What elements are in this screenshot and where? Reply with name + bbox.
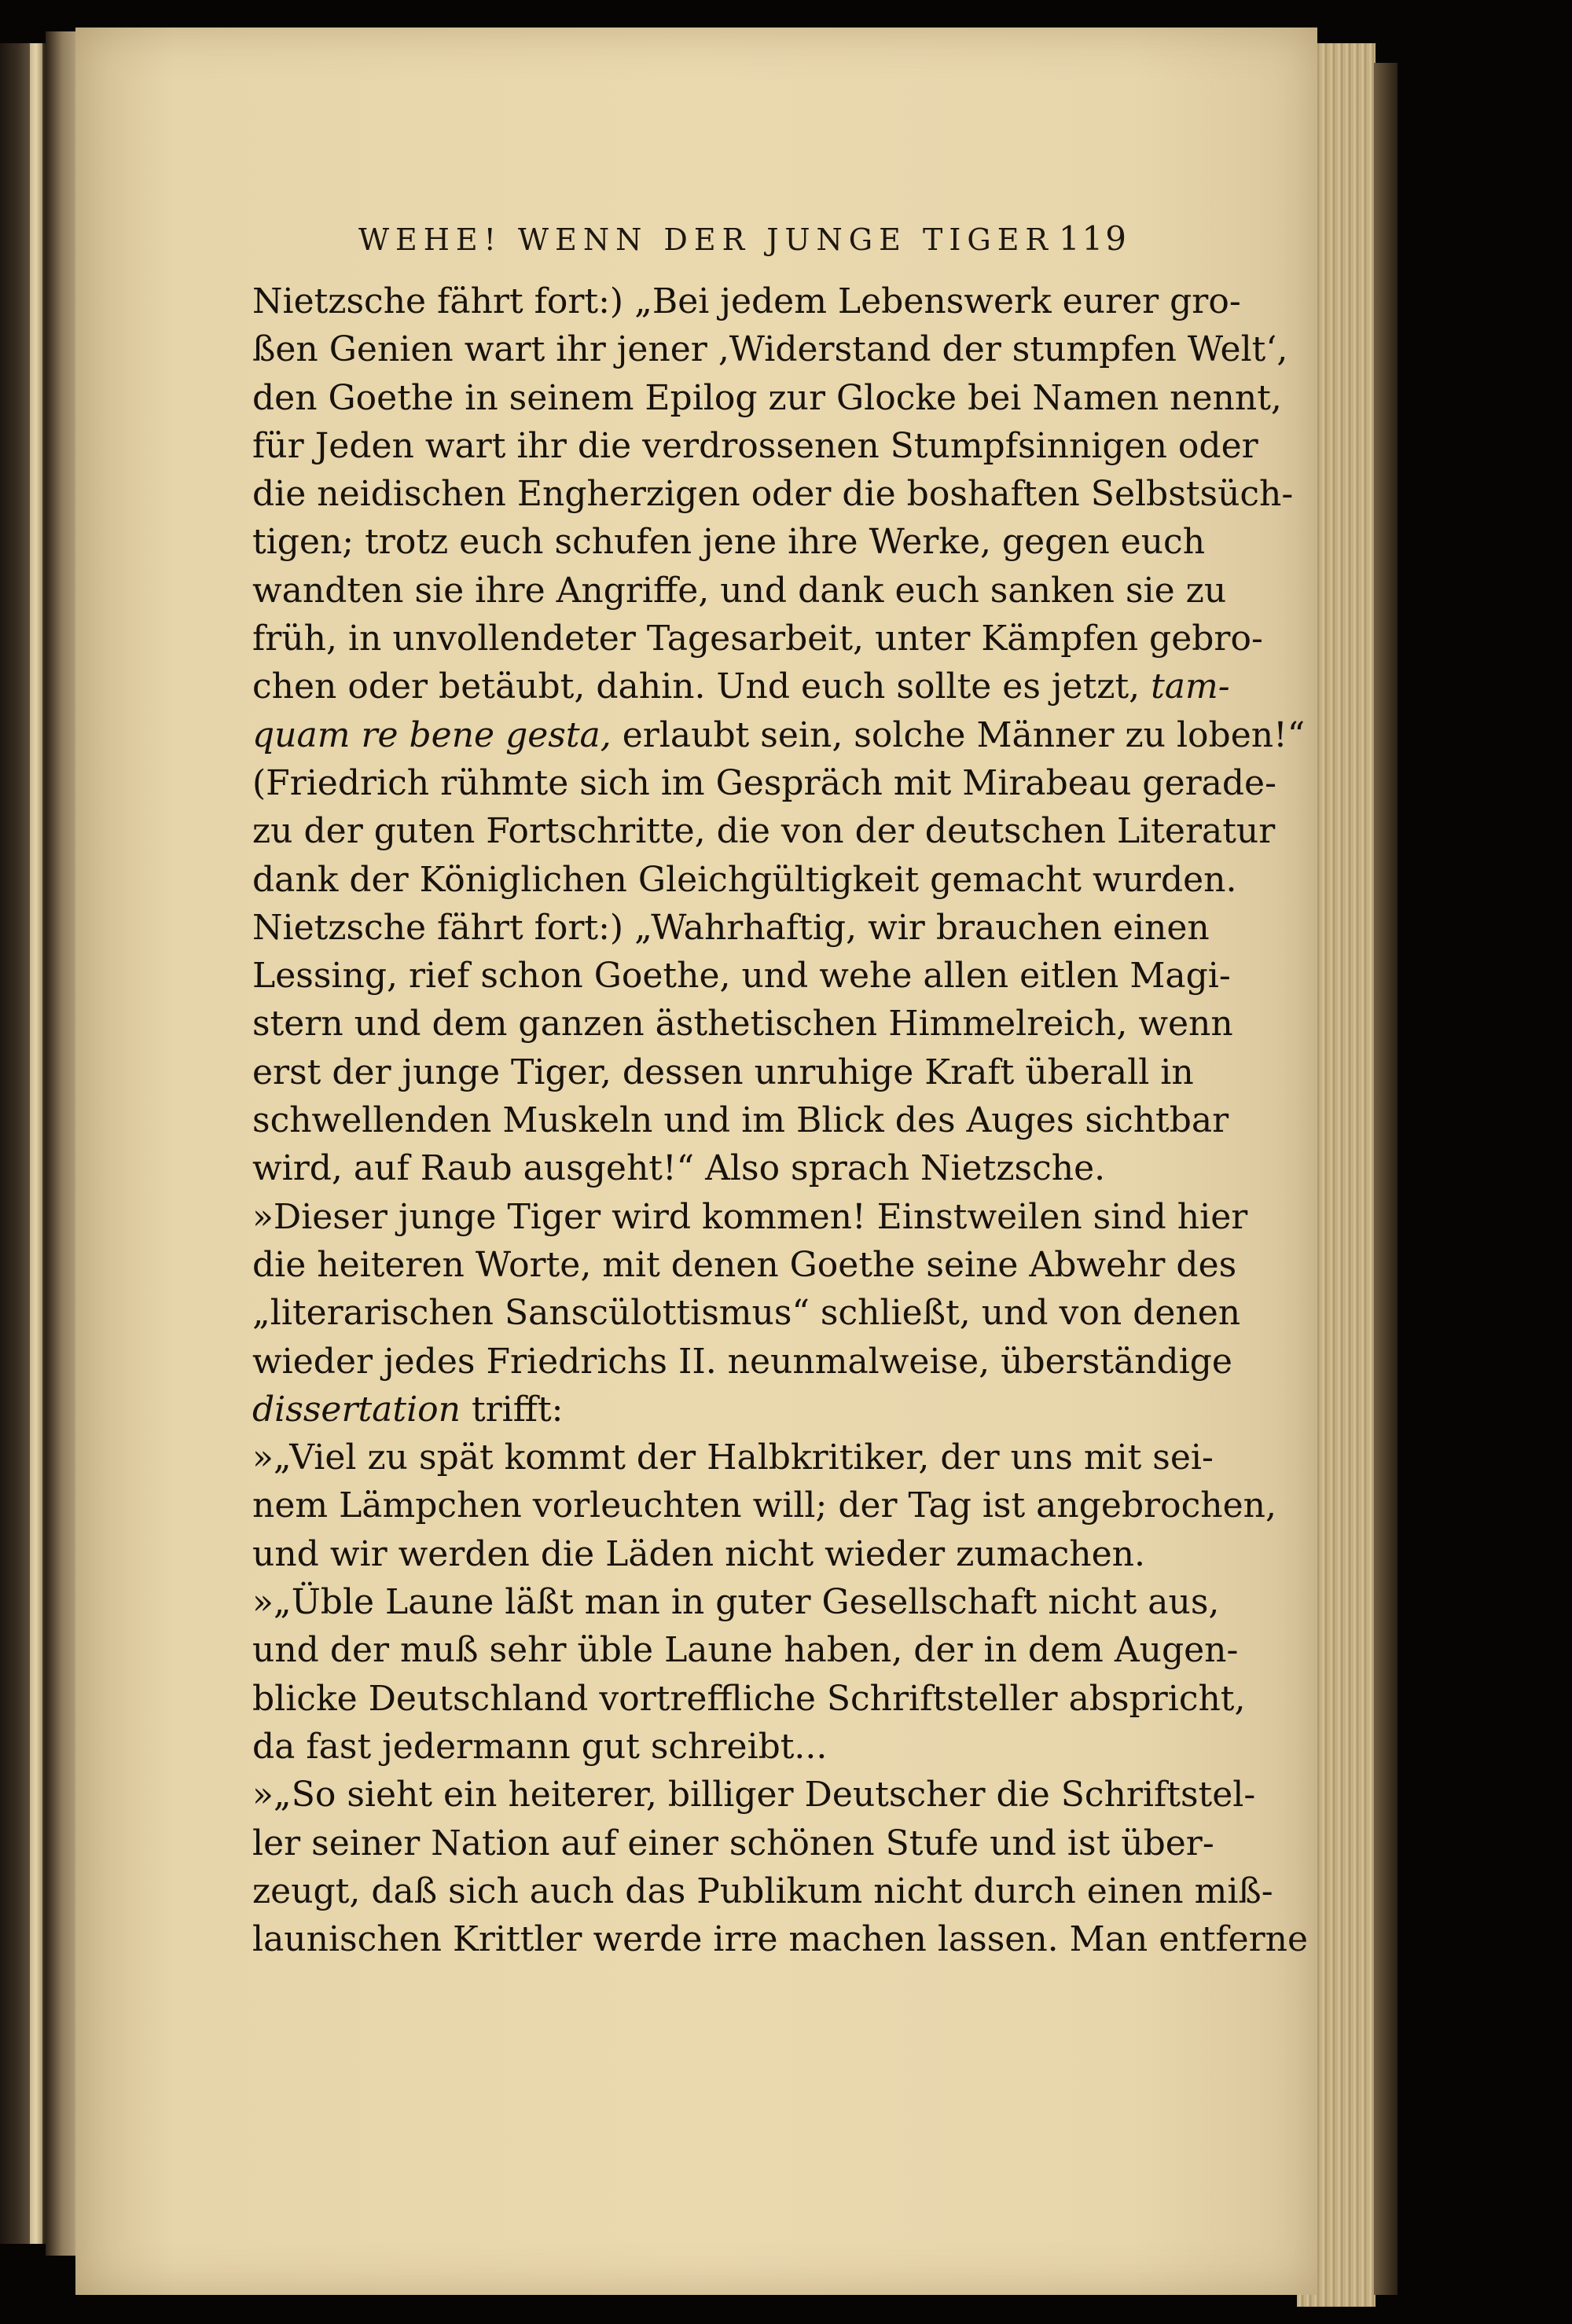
- text-segment: Nietzsche fährt fort:) „Bei jedem Lebenswerk eurer gro-: [252, 281, 1241, 321]
- text-line: [252, 1723, 1164, 1771]
- body-text: [252, 277, 1309, 1963]
- text-line: [252, 1144, 1164, 1192]
- text-line: [252, 759, 1276, 807]
- text-line: [252, 1819, 1214, 1867]
- text-line: [252, 663, 1230, 710]
- text-line: [252, 1386, 1164, 1434]
- text-segment: die heiteren Worte, mit denen Goethe seine Abwehr des: [252, 1244, 1237, 1285]
- book-page: [75, 28, 1317, 2295]
- text-line: [252, 470, 1294, 518]
- text-segment: launischen Krittler werde irre machen lassen. Man entferne: [252, 1919, 1309, 1960]
- text-segment: »„Viel zu spät kommt der Halbkritiker, der uns mit sei-: [252, 1437, 1214, 1478]
- text-segment: wird, auf Raub ausgeht!“ Also sprach Nietzsche.: [252, 1148, 1106, 1189]
- text-segment: Nietzsche fährt fort:) „Wahrhaftig, wir brauchen einen: [252, 907, 1210, 948]
- text-segment: tigen; trotz euch schufen jene ihre Werke, gegen euch: [252, 522, 1206, 563]
- page-number: 119: [1058, 219, 1129, 258]
- text-segment: wieder jedes Friedrichs II. neunmalweise, überständige: [252, 1341, 1232, 1382]
- text-segment: ßen Genien wart ihr jener ,Widerstand der stumpfen Welt‘,: [252, 329, 1288, 370]
- text-line: [252, 1434, 1214, 1481]
- text-line: [252, 277, 1241, 325]
- text-line: [252, 1241, 1237, 1289]
- left-page-strip: [30, 43, 42, 2244]
- text-line: [252, 1626, 1239, 1674]
- text-line: [252, 1915, 1309, 1963]
- text-line: [252, 374, 1282, 422]
- italic-text: tam-: [1151, 666, 1230, 707]
- text-segment: chen oder betäubt, dahin. Und euch sollte es jetzt,: [252, 666, 1151, 707]
- text-line: [252, 1048, 1194, 1096]
- text-segment: zeugt, daß sich auch das Publikum nicht durch einen miß-: [252, 1871, 1273, 1911]
- text-segment: blicke Deutschland vortreffliche Schriftsteller abspricht,: [252, 1678, 1246, 1719]
- text-segment: „literarischen Sanscülottismus“ schließt, und von denen: [252, 1293, 1241, 1334]
- text-line: [252, 952, 1231, 1000]
- text-segment: da fast jedermann gut schreibt...: [252, 1726, 828, 1767]
- text-segment: zu der guten Fortschritte, die von der deutschen Literatur: [252, 811, 1276, 852]
- italic-text: dissertation: [252, 1389, 461, 1430]
- text-line: [252, 1771, 1256, 1819]
- text-segment: schwellenden Muskeln und im Blick des Auges sichtbar: [252, 1100, 1229, 1141]
- text-line: [252, 904, 1210, 952]
- text-segment: für Jeden wart ihr die verdrossenen Stumpfsinnigen oder: [252, 425, 1258, 466]
- text-segment: nem Lämpchen vorleuchten will; der Tag ist angebrochen,: [252, 1485, 1276, 1526]
- running-head: WEHE! WENN DER JUNGE TIGER: [358, 222, 1055, 257]
- left-page-edge: [0, 43, 46, 2244]
- text-segment: erst der junge Tiger, dessen unruhige Kraft überall in: [252, 1052, 1194, 1092]
- text-segment: ler seiner Nation auf einer schönen Stufe und ist über-: [252, 1823, 1214, 1863]
- text-line: [252, 1578, 1220, 1626]
- text-line: [252, 518, 1206, 566]
- text-segment: »„So sieht ein heiterer, billiger Deutscher die Schriftstel-: [252, 1775, 1256, 1816]
- text-line: [252, 1338, 1232, 1386]
- text-segment: und der muß sehr üble Laune haben, der in dem Augen-: [252, 1630, 1239, 1671]
- text-line: [252, 1096, 1229, 1144]
- text-segment: und wir werden die Läden nicht wieder zumachen.: [252, 1533, 1145, 1574]
- page-header: [358, 219, 1129, 270]
- text-line: [252, 1289, 1241, 1337]
- text-line: [252, 711, 1306, 759]
- text-segment: »Dieser junge Tiger wird kommen! Einstweilen sind hier: [252, 1196, 1248, 1237]
- cover-edge: [1374, 63, 1398, 2295]
- text-segment: wandten sie ihre Angriffe, und dank euch sanken sie zu: [252, 570, 1227, 611]
- italic-text: quam re bene gesta,: [252, 714, 612, 755]
- text-line: [252, 422, 1258, 470]
- text-line: [252, 1000, 1233, 1048]
- text-segment: dank der Königlichen Gleichgültigkeit gemacht wurden.: [252, 859, 1237, 900]
- text-line: [252, 807, 1276, 855]
- text-segment: erlaubt sein, solche Männer zu loben!“: [611, 714, 1306, 755]
- text-segment: früh, in unvollendeter Tagesarbeit, unter Kämpfen gebro-: [252, 619, 1263, 659]
- text-line: [252, 1193, 1248, 1241]
- text-segment: (Friedrich rühmte sich im Gespräch mit Mirabeau gerade-: [252, 762, 1276, 803]
- text-line: [252, 1481, 1276, 1529]
- text-line: [252, 856, 1237, 904]
- text-line: [252, 1867, 1273, 1915]
- text-segment: »„Üble Laune läßt man in guter Gesellschaft nicht aus,: [252, 1582, 1220, 1623]
- text-line: [252, 1530, 1164, 1578]
- text-line: [252, 567, 1227, 615]
- text-line: [252, 615, 1263, 663]
- text-segment: stern und dem ganzen ästhetischen Himmelreich, wenn: [252, 1004, 1233, 1045]
- text-line: [252, 325, 1288, 373]
- text-segment: den Goethe in seinem Epilog zur Glocke bei Namen nennt,: [252, 377, 1282, 418]
- text-segment: trifft:: [460, 1389, 564, 1430]
- text-line: [252, 1675, 1246, 1723]
- text-segment: Lessing, rief schon Goethe, und wehe allen eitlen Magi-: [252, 956, 1231, 997]
- text-segment: die neidischen Engherzigen oder die boshaften Selbstsüch-: [252, 474, 1294, 515]
